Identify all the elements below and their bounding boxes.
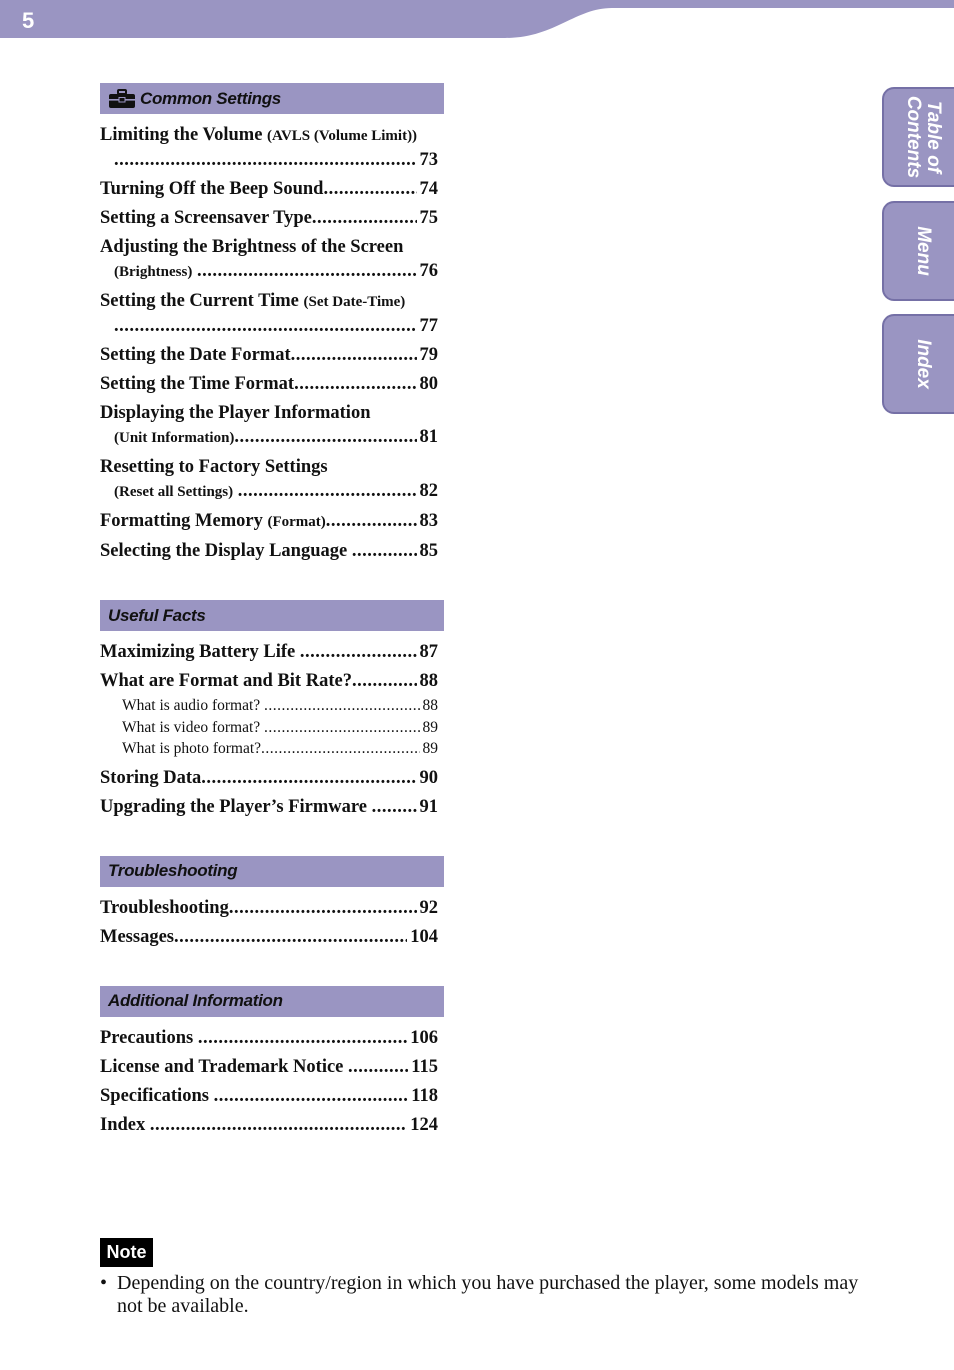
toc-entry-index[interactable] — [100, 1113, 438, 1137]
entry-title: Storing Data — [100, 767, 202, 788]
section-title: Useful Facts — [108, 605, 206, 625]
entry-page: 75 — [419, 208, 438, 228]
toc-entry-battery-life[interactable] — [100, 640, 438, 664]
toc-entry-display-language[interactable] — [100, 539, 438, 563]
entry-title: Setting the Date Format — [100, 345, 291, 365]
dot-leader — [150, 1113, 407, 1137]
entry-page: 92 — [419, 897, 438, 918]
entry-page: 85 — [419, 541, 438, 561]
toc-entry-screensaver[interactable] — [100, 206, 438, 230]
entry-title: Setting the Current Time — [100, 291, 299, 311]
entry-title: What are Format and Bit Rate? — [100, 671, 352, 691]
toc-subentries — [100, 695, 438, 760]
entry-title: Displaying the Player Information — [100, 403, 371, 423]
entry-title: Turning Off the Beep Sound — [100, 179, 324, 199]
entry-suffix: (Reset all Settings) — [114, 484, 234, 500]
section-additional-information — [100, 986, 444, 1137]
toc-entry-date-format[interactable] — [100, 343, 438, 367]
entry-title: What is video format? — [122, 718, 261, 736]
dot-leader — [264, 717, 419, 739]
toc-entry-player-information[interactable] — [100, 401, 438, 450]
section-header — [100, 600, 444, 631]
dot-leader — [197, 259, 417, 283]
bullet: • — [100, 1272, 108, 1294]
dot-leader — [201, 766, 416, 790]
entry-page: 74 — [419, 179, 438, 199]
entry-suffix: (Set Date-Time) — [303, 294, 406, 310]
toc-entry-firmware[interactable] — [100, 795, 438, 819]
toc-subentry-audio-format[interactable] — [100, 695, 438, 717]
dot-leader — [352, 539, 417, 563]
tab-menu[interactable] — [882, 201, 954, 301]
dot-leader — [264, 695, 419, 717]
dot-leader — [214, 1084, 409, 1108]
entry-page: 81 — [419, 427, 438, 447]
toc-subentry-video-format[interactable] — [100, 717, 438, 739]
tab-menu-label: Menu — [913, 226, 934, 276]
dot-leader — [229, 896, 417, 920]
entry-title: License and Trademark Notice — [100, 1056, 344, 1077]
dot-leader — [238, 479, 417, 503]
section-header — [100, 986, 444, 1017]
toc-entry-storing-data[interactable] — [100, 766, 438, 790]
toc-entry-time-format[interactable] — [100, 372, 438, 396]
entry-page: 91 — [419, 796, 438, 817]
toc-entry-limiting-volume[interactable] — [100, 123, 438, 172]
entry-title: Selecting the Display Language — [100, 541, 348, 561]
entry-page: 89 — [422, 740, 438, 757]
section-common-settings — [100, 83, 444, 563]
note-badge: Note — [100, 1238, 153, 1267]
entry-title: Adjusting the Brightness of the Screen — [100, 237, 404, 257]
entry-page: 115 — [411, 1056, 438, 1077]
note-body: Depending on the country/region in which you have purchased the player, some models may not be available. — [117, 1272, 859, 1317]
dot-leader — [312, 206, 417, 230]
toc-entry-formatting-memory[interactable] — [100, 509, 438, 534]
toc-entry-precautions[interactable] — [100, 1026, 438, 1050]
entry-title: Upgrading the Player’s Firmware — [100, 796, 367, 817]
toc-entry-factory-settings[interactable] — [100, 455, 438, 504]
entry-page: 87 — [419, 642, 438, 662]
entry-page: 90 — [419, 767, 438, 788]
tab-table-of-contents-label: Table of Contents — [903, 95, 944, 179]
dot-leader — [198, 1026, 407, 1050]
toc — [100, 83, 444, 1142]
dot-leader — [372, 795, 417, 819]
entry-title: Resetting to Factory Settings — [100, 457, 328, 477]
note-text — [100, 1272, 860, 1318]
entry-title: Limiting the Volume — [100, 125, 263, 145]
entry-title: Setting the Time Format — [100, 374, 295, 394]
entry-page: 104 — [410, 926, 438, 947]
entry-page: 76 — [419, 261, 438, 281]
entry-page: 118 — [411, 1085, 438, 1106]
top-header-band — [0, 0, 954, 42]
toc-subentry-photo-format[interactable] — [100, 738, 438, 760]
entry-page: 80 — [419, 374, 438, 394]
dot-leader — [300, 640, 417, 664]
entry-title: What is audio format? — [122, 697, 261, 714]
dot-leader — [348, 1055, 408, 1079]
dot-leader — [323, 177, 416, 201]
entry-title: Maximizing Battery Life — [100, 642, 296, 662]
entry-page: 124 — [410, 1114, 438, 1135]
tab-table-of-contents[interactable] — [882, 87, 954, 187]
toc-entry-specifications[interactable] — [100, 1084, 438, 1108]
toc-entry-license-trademark[interactable] — [100, 1055, 438, 1079]
entry-page: 79 — [419, 345, 438, 365]
entry-suffix: (Unit Information) — [114, 430, 235, 446]
dot-leader — [261, 738, 419, 760]
toc-entry-troubleshooting[interactable] — [100, 896, 438, 920]
dot-leader — [234, 425, 416, 449]
section-title: Common Settings — [140, 88, 281, 108]
entry-page: 83 — [419, 511, 438, 531]
dot-leader — [114, 314, 417, 338]
toc-entry-format-bit-rate[interactable] — [100, 669, 438, 693]
entry-title: Specifications — [100, 1085, 209, 1106]
section-header — [100, 856, 444, 887]
dot-leader — [291, 343, 417, 367]
entry-suffix: (Format) — [267, 514, 326, 530]
entry-title: Troubleshooting — [100, 897, 229, 918]
entry-title: Precautions — [100, 1027, 194, 1048]
section-troubleshooting — [100, 856, 444, 949]
toc-entry-beep-sound[interactable] — [100, 177, 438, 201]
section-title: Additional Information — [108, 991, 283, 1010]
entry-title: Setting a Screensaver Type — [100, 208, 312, 228]
toolbox-icon — [108, 89, 136, 109]
toc-entry-current-time[interactable] — [100, 289, 438, 338]
entry-title: Messages — [100, 926, 174, 947]
entry-page: 88 — [422, 697, 438, 714]
entry-title: Index — [100, 1114, 146, 1135]
dot-leader — [352, 669, 417, 693]
dot-leader — [174, 925, 407, 949]
entry-suffix: (AVLS (Volume Limit)) — [267, 128, 418, 144]
entry-title: Formatting Memory — [100, 511, 263, 531]
toc-entry-brightness[interactable] — [100, 235, 438, 284]
page-number: 5 — [22, 8, 35, 33]
entry-suffix: (Brightness) — [114, 264, 193, 280]
entry-page: 82 — [419, 481, 438, 501]
toc-entry-messages[interactable] — [100, 925, 438, 949]
dot-leader — [114, 148, 417, 172]
section-title: Troubleshooting — [108, 861, 238, 880]
entry-page: 89 — [422, 718, 438, 736]
entry-page: 77 — [419, 316, 438, 336]
tab-index-label: Index — [913, 339, 934, 389]
tab-index[interactable] — [882, 314, 954, 414]
entry-page: 88 — [419, 671, 438, 691]
dot-leader — [326, 509, 417, 533]
entry-page: 106 — [410, 1027, 438, 1048]
entry-title: What is photo format? — [122, 740, 262, 757]
dot-leader — [294, 372, 416, 396]
entry-page: 73 — [419, 150, 438, 170]
section-header — [100, 83, 444, 114]
section-useful-facts — [100, 600, 444, 819]
